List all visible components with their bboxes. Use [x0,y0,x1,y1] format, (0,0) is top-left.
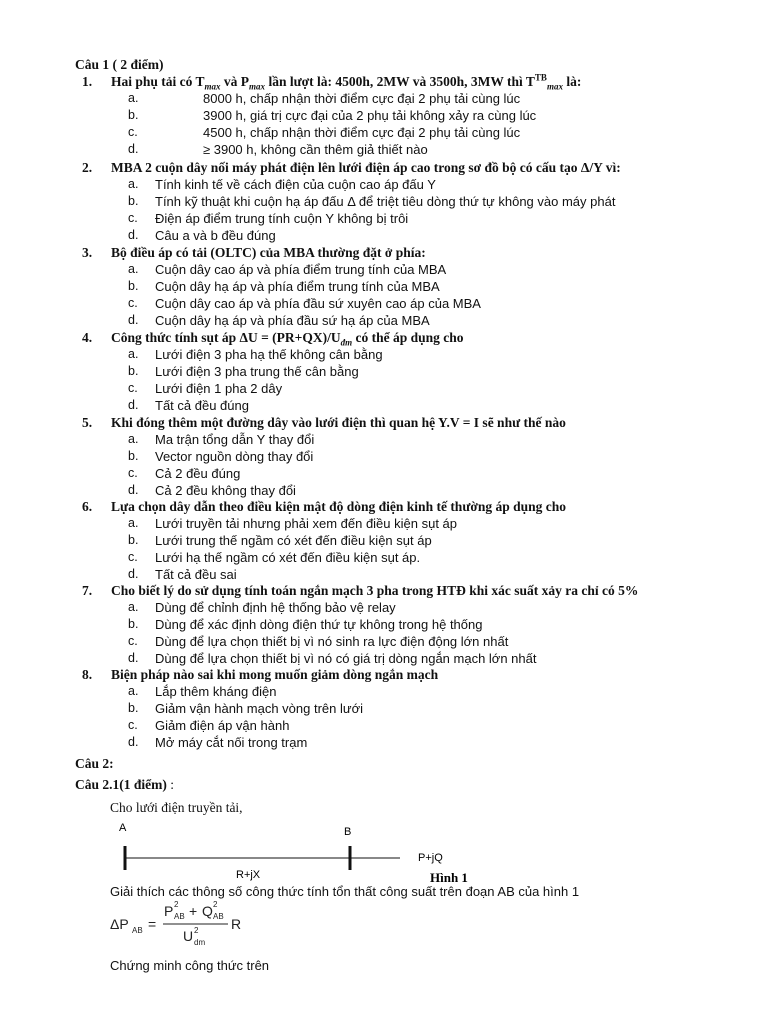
question-text: Công thức tính sụt áp $\Delta U = (PR+QX)/U_{đm}$ có thể áp dụng cho [111,330,464,348]
section21-heading: Câu 2.1(1 điểm) : [75,777,175,792]
question-number: 8. [82,667,93,682]
question-number: 2. [82,160,93,175]
prove-text: Chứng minh công thức trên [110,958,270,973]
section2-heading: Câu 2: [75,756,114,771]
question-1 [82,74,762,91]
load-label: P+jQ [418,852,443,864]
formula-u: U [183,928,194,944]
question-number: 6. [82,499,93,514]
question-text: Khi đóng thêm một đường dây vào lưới điện thì quan hệ Y.V = I sẽ như thế nào [111,415,566,430]
question-number: 7. [82,583,93,598]
impedance-label: R+jX [236,869,261,881]
node-b-label: B [344,826,352,838]
formula-r: R [231,916,242,932]
intro-text: Cho lưới điện truyền tải, [110,800,243,815]
question-3 [82,245,762,262]
question-text: Lựa chọn dây dẫn theo điều kiện mật độ dòng điện kinh tế thường áp dụng cho [111,499,567,514]
question-text: Biện pháp nào sai khi mong muốn giảm dòng ngắn mạch [111,667,439,682]
question-8 [82,667,762,684]
question-4 [82,330,762,347]
formula-equals: = [148,916,157,932]
formula-lhs: ΔP [110,916,129,932]
question-7 [82,583,762,600]
node-a-label: A [119,822,127,834]
question-number: 4. [82,330,93,345]
formula-plus: + [189,903,198,919]
formula-u-sub: dm [194,938,206,946]
exam-page: Câu 1 ( 2 điểm) 1. Hai phụ tải có $T_{max}$ và $P_{max}$ lần lượt là: 4500h, 2MW và 3500h, 3MW thì $T^{TB}_{max}$ là: a. 8000 h, chấp nhận thời điểm cực đại 2 phụ tải cùng lúc b. 3900 h, giá trị cực đại của 2 phụ tải không xảy ra cùng lúc c. 4500 h, chấp nhận thời điểm cực đại 2 phụ tải cùng lúc d. ≥ 3900 h, không cần thêm giả thiết nào 2. MBA 2 cuộn dây nối máy phát điện lên lưới điện áp cao trong sơ đồ bộ có cấu tạo Δ/Y vì: a. Tính kinh tế về cách điện của cuộn cao áp đấu Y b. Tính kỹ thuật khi cuộn hạ áp đấu Δ để triệt tiêu dòng thứ tự không vào máy phát c. Điện áp điểm trung tính cuộn Y không bị trôi d. Câu a và b đều đúng 3. Bộ điều áp có tải (OLTC) của MBA thường đặt ở phía: a. Cuộn dây cao áp và phía điểm trung tính của MBA b. Cuộn dây hạ áp và phía điểm trung tính của MBA c. Cuộn dây cao áp và phía đầu sứ xuyên cao áp của MBA d. Cuộn dây hạ áp và phía đầu sứ hạ áp của MBA 4. Công thức tính sụt áp $\Delta U = (PR+QX)/U_{đm}$ có thể áp dụng cho a. Lưới điện 3 pha hạ thế không cân bằng b. Lưới điện 3 pha trung thế cân bằng c. Lưới điện 1 pha 2 dây d. Tất cả đều đúng 5. Khi đóng thêm một đường dây vào lưới điện thì quan hệ Y.V = I sẽ như thế nào a. Ma trận tổng dẫn Y thay đổi b. Vector nguồn dòng thay đổi c. Cả 2 đều đúng d. Cả 2 đều không thay đổi 6. Lựa chọn dây dẫn theo điều kiện mật độ dòng điện kinh tế thường áp dụng cho a. Lưới truyền tải nhưng phải xem đến điều kiện sụt áp b. Lưới trung thế ngầm có xét đến điều kiện sụt áp c. Lưới hạ thế ngầm có xét đến điều kiện sụt áp. d. Tất cả đều sai 7. Cho biết lý do sử dụng tính toán ngắn mạch 3 pha trong HTĐ khi xác suất xảy ra chỉ có 5% a. Dùng để chỉnh định hệ thống bảo vệ relay b. Dùng để xác định dòng điện thứ tự không trong hệ thống c. Dùng để lựa chọn thiết bị vì nó sinh ra lực điện động lớn nhất d. Dùng để lựa chọn thiết bị vì nó có giá trị dòng ngắn mạch lớn nhất 8. Biện pháp nào sai khi mong muốn giảm dòng ngắn mạch a. Lắp thêm kháng điện b. Giảm vận hành mạch vòng trên lưới c. Giảm điện áp vận hành d. Mở máy cắt nối trong trạm Câu 2: Câu 2.1(1 điểm) : Cho lưới điện truyền tải, A B P+jQ R+jX Hình 1 Giải thích các thông số công thức tính tổn thất công suất trên đoạn AB của hình 1 ΔP AB = P 2 AB + Q 2 AB U 2 dm R Chứng minh công thức trên [0,0,768,1024]
question-number: 1. [82,74,93,89]
section1-heading: Câu 1 ( 2 điểm) [75,57,164,72]
formula-lhs-sub: AB [132,926,143,935]
question-text: Hai phụ tải có $T_{max}$ và $P_{max}$ lần lượt là: 4500h, 2MW và 3500h, 3MW thì $T^{TB}_{max}$ là: [111,72,582,92]
formula-u-sup: 2 [194,926,199,935]
formula-p-sub: AB [174,912,185,921]
transmission-line-diagram [110,820,510,888]
question-5 [82,415,762,432]
question-6 [82,499,762,516]
formula-p: P [164,903,174,919]
power-loss-formula [108,898,268,946]
formula-q-sup: 2 [213,900,218,909]
explain-text: Giải thích các thông số công thức tính tổn thất công suất trên đoạn AB của hình 1 [110,884,580,899]
formula-q: Q [202,903,213,919]
figure-caption: Hình 1 [430,870,468,885]
question-text: MBA 2 cuộn dây nối máy phát điện lên lưới điện áp cao trong sơ đồ bộ có cấu tạo Δ/Y vì: [111,160,621,175]
question-number: 5. [82,415,93,430]
question-2 [82,160,762,177]
question-number: 3. [82,245,93,260]
formula-p-sup: 2 [174,900,179,909]
formula-q-sub: AB [213,912,224,921]
question-text: Bộ điều áp có tải (OLTC) của MBA thường đặt ở phía: [111,245,426,260]
question-text: Cho biết lý do sử dụng tính toán ngắn mạch 3 pha trong HTĐ khi xác suất xảy ra chỉ có 5% [111,583,639,598]
